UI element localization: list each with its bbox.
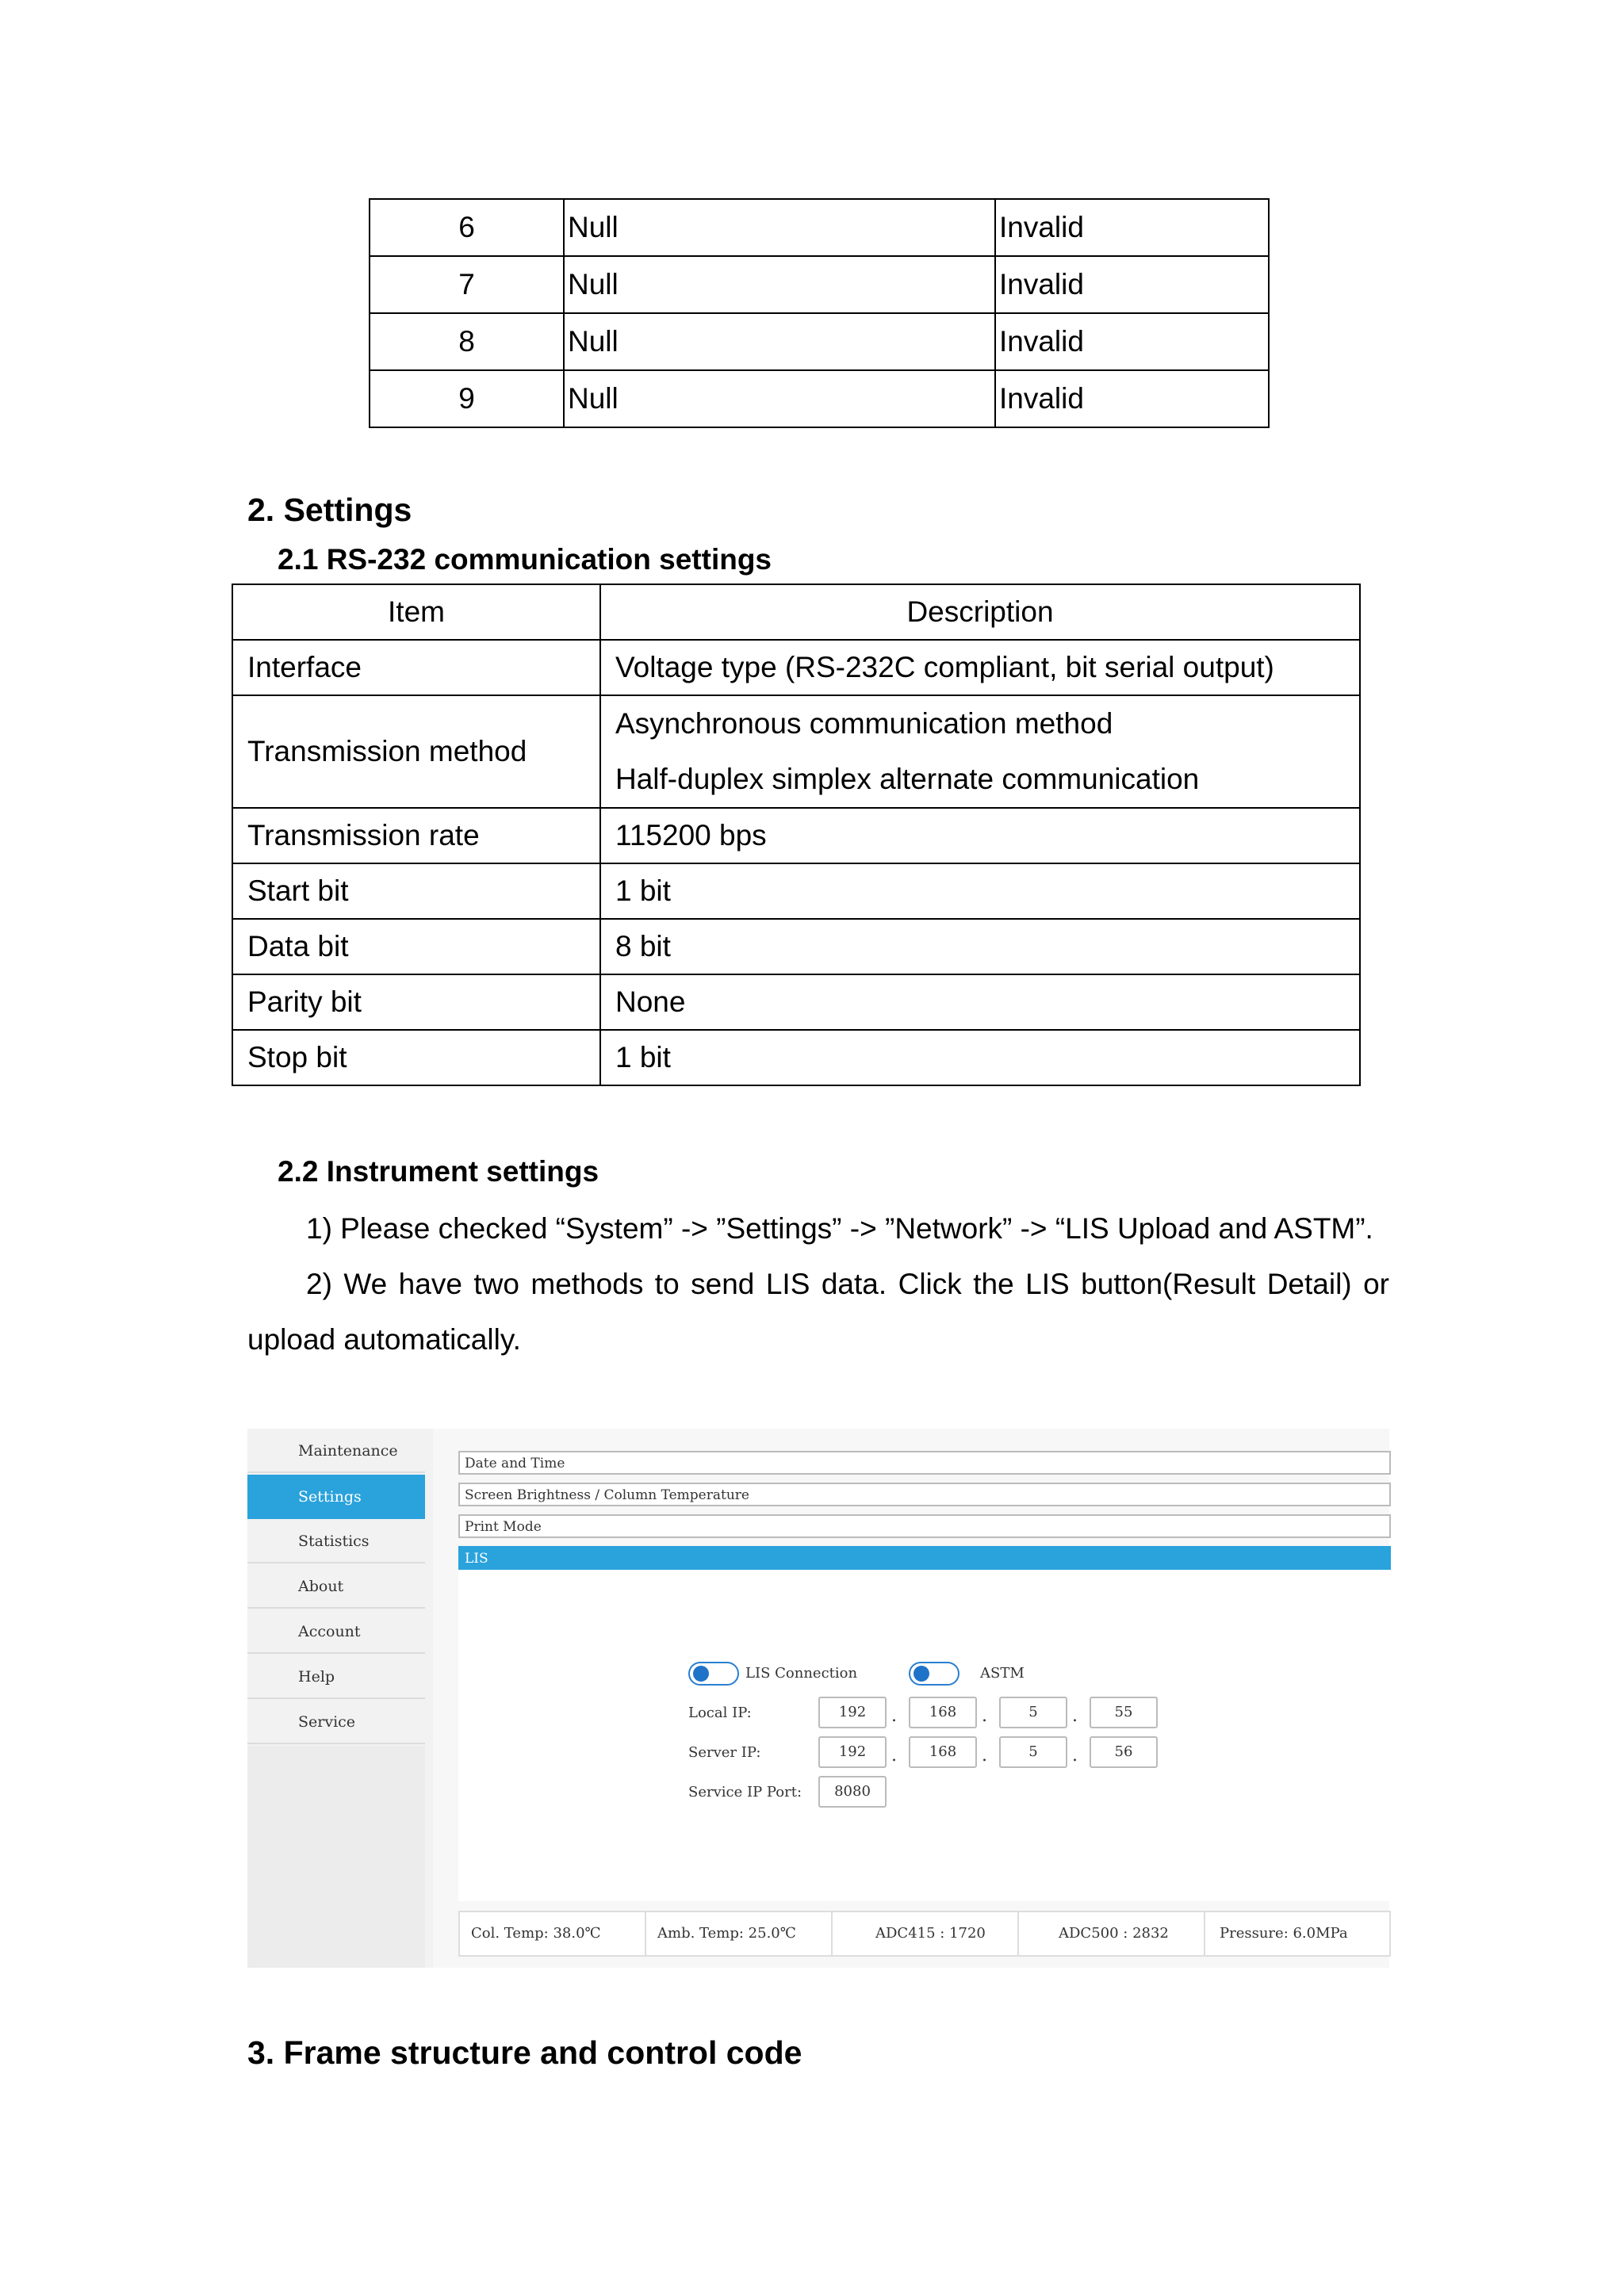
table-row <box>232 863 1360 919</box>
sidebar-background <box>247 1746 425 1968</box>
table-cell: Null <box>564 370 995 427</box>
amb-temp-status: Amb. Temp: 25.0℃ <box>646 1912 833 1955</box>
lis-settings-body <box>458 1570 1391 1901</box>
table-cell: Transmission method <box>232 695 600 808</box>
table-row <box>370 313 1269 370</box>
sidebar-item-about[interactable]: About <box>247 1564 425 1609</box>
table-cell: Invalid <box>995 199 1269 256</box>
paragraph: 2) We have two methods to send LIS data. Click the LIS button(Result Detail) or upload automatically. <box>247 1268 1389 1356</box>
toggle-knob <box>914 1666 929 1682</box>
table-cell: Voltage type (RS-232C compliant, bit serial output) <box>600 640 1360 695</box>
sidebar-item-settings[interactable]: Settings <box>247 1475 425 1519</box>
service-port-input[interactable]: 8080 <box>818 1776 887 1808</box>
cell-line: Asynchronous communication method <box>615 707 1113 740</box>
lis-connection-label: LIS Connection <box>745 1665 858 1682</box>
table-cell: 1 bit <box>600 1030 1360 1085</box>
table-cell: Start bit <box>232 863 600 919</box>
table-cell <box>600 695 1360 808</box>
server-ip-octet-2[interactable]: 168 <box>909 1736 977 1768</box>
table-cell: Interface <box>232 640 600 695</box>
table-cell: Null <box>564 256 995 313</box>
ip-separator: . <box>982 1706 987 1726</box>
service-port-label: Service IP Port: <box>688 1784 802 1800</box>
table-row <box>370 256 1269 313</box>
table-header-row <box>232 584 1360 640</box>
table-row <box>370 199 1269 256</box>
table-cell: Invalid <box>995 370 1269 427</box>
local-ip-octet-3[interactable]: 5 <box>999 1697 1067 1728</box>
table-row <box>232 640 1360 695</box>
table-cell: Null <box>564 199 995 256</box>
menu-date-time[interactable]: Date and Time <box>458 1451 1391 1475</box>
pressure-status: Pressure: 6.0MPa <box>1220 1925 1348 1942</box>
table-cell: Null <box>564 313 995 370</box>
table-row <box>232 919 1360 974</box>
settings-panel <box>433 1429 1389 1968</box>
table-cell: Parity bit <box>232 974 600 1030</box>
rs232-table <box>232 584 1361 1086</box>
ip-separator: . <box>891 1706 897 1726</box>
table-row <box>232 1030 1360 1085</box>
local-ip-octet-1[interactable]: 192 <box>818 1697 887 1728</box>
table-cell: Invalid <box>995 256 1269 313</box>
table-row <box>232 695 1360 808</box>
local-ip-label: Local IP: <box>688 1705 752 1721</box>
table-row <box>232 808 1360 863</box>
server-ip-label: Server IP: <box>688 1744 761 1761</box>
sidebar-item-account[interactable]: Account <box>247 1609 425 1654</box>
table-cell: 8 <box>370 313 564 370</box>
subsection-heading: 2.1 RS-232 communication settings <box>278 543 772 576</box>
table-cell: 9 <box>370 370 564 427</box>
section-heading: 2. Settings <box>247 492 412 528</box>
table-cell: Invalid <box>995 313 1269 370</box>
ip-separator: . <box>891 1746 897 1766</box>
menu-print-mode[interactable]: Print Mode <box>458 1514 1391 1538</box>
sidebar-item-statistics[interactable]: Statistics <box>247 1519 425 1563</box>
table-row <box>370 370 1269 427</box>
table-cell: 6 <box>370 199 564 256</box>
table-cell: Transmission rate <box>232 808 600 863</box>
column-header: Description <box>600 584 1360 640</box>
cell-line: Half-duplex simplex alternate communication <box>615 763 1200 795</box>
table-cell: 1 bit <box>600 863 1360 919</box>
lis-connection-toggle[interactable] <box>688 1662 739 1686</box>
section-heading: 3. Frame structure and control code <box>247 2034 802 2071</box>
col-temp-status: Col. Temp: 38.0℃ <box>460 1912 646 1955</box>
table-cell: Stop bit <box>232 1030 600 1085</box>
sidebar-item-maintenance[interactable]: Maintenance <box>247 1429 425 1473</box>
astm-toggle[interactable] <box>909 1662 959 1686</box>
server-ip-octet-1[interactable]: 192 <box>818 1736 887 1768</box>
paragraph: 1) Please checked “System” -> ”Settings” -> ”Network” -> “LIS Upload and ASTM”. <box>306 1212 1373 1245</box>
subsection-heading: 2.2 Instrument settings <box>278 1155 599 1188</box>
table-cell: 115200 bps <box>600 808 1360 863</box>
table-row <box>232 974 1360 1030</box>
ip-separator: . <box>1072 1706 1078 1726</box>
table-cell: 8 bit <box>600 919 1360 974</box>
instructions <box>247 1201 1389 1368</box>
table-cell: Data bit <box>232 919 600 974</box>
sidebar <box>247 1429 425 1746</box>
adc500-status: ADC500 : 2832 <box>1019 1912 1205 1955</box>
server-ip-octet-4[interactable]: 56 <box>1090 1736 1158 1768</box>
table-cell: 7 <box>370 256 564 313</box>
menu-screen-brightness[interactable]: Screen Brightness / Column Temperature <box>458 1483 1391 1506</box>
status-bar <box>458 1911 1391 1957</box>
toggle-knob <box>693 1666 709 1682</box>
ip-separator: . <box>1072 1746 1078 1766</box>
astm-label: ASTM <box>980 1665 1025 1682</box>
ip-separator: . <box>982 1746 987 1766</box>
table-cell: None <box>600 974 1360 1030</box>
channel-table <box>369 198 1270 428</box>
menu-lis[interactable]: LIS <box>458 1546 1391 1570</box>
sidebar-item-service[interactable]: Service <box>247 1700 425 1744</box>
local-ip-octet-4[interactable]: 55 <box>1090 1697 1158 1728</box>
column-header: Item <box>232 584 600 640</box>
server-ip-octet-3[interactable]: 5 <box>999 1736 1067 1768</box>
instrument-settings-screenshot <box>247 1429 1389 1968</box>
local-ip-octet-2[interactable]: 168 <box>909 1697 977 1728</box>
adc415-status: ADC415 : 1720 <box>833 1912 1019 1955</box>
sidebar-item-help[interactable]: Help <box>247 1655 425 1699</box>
